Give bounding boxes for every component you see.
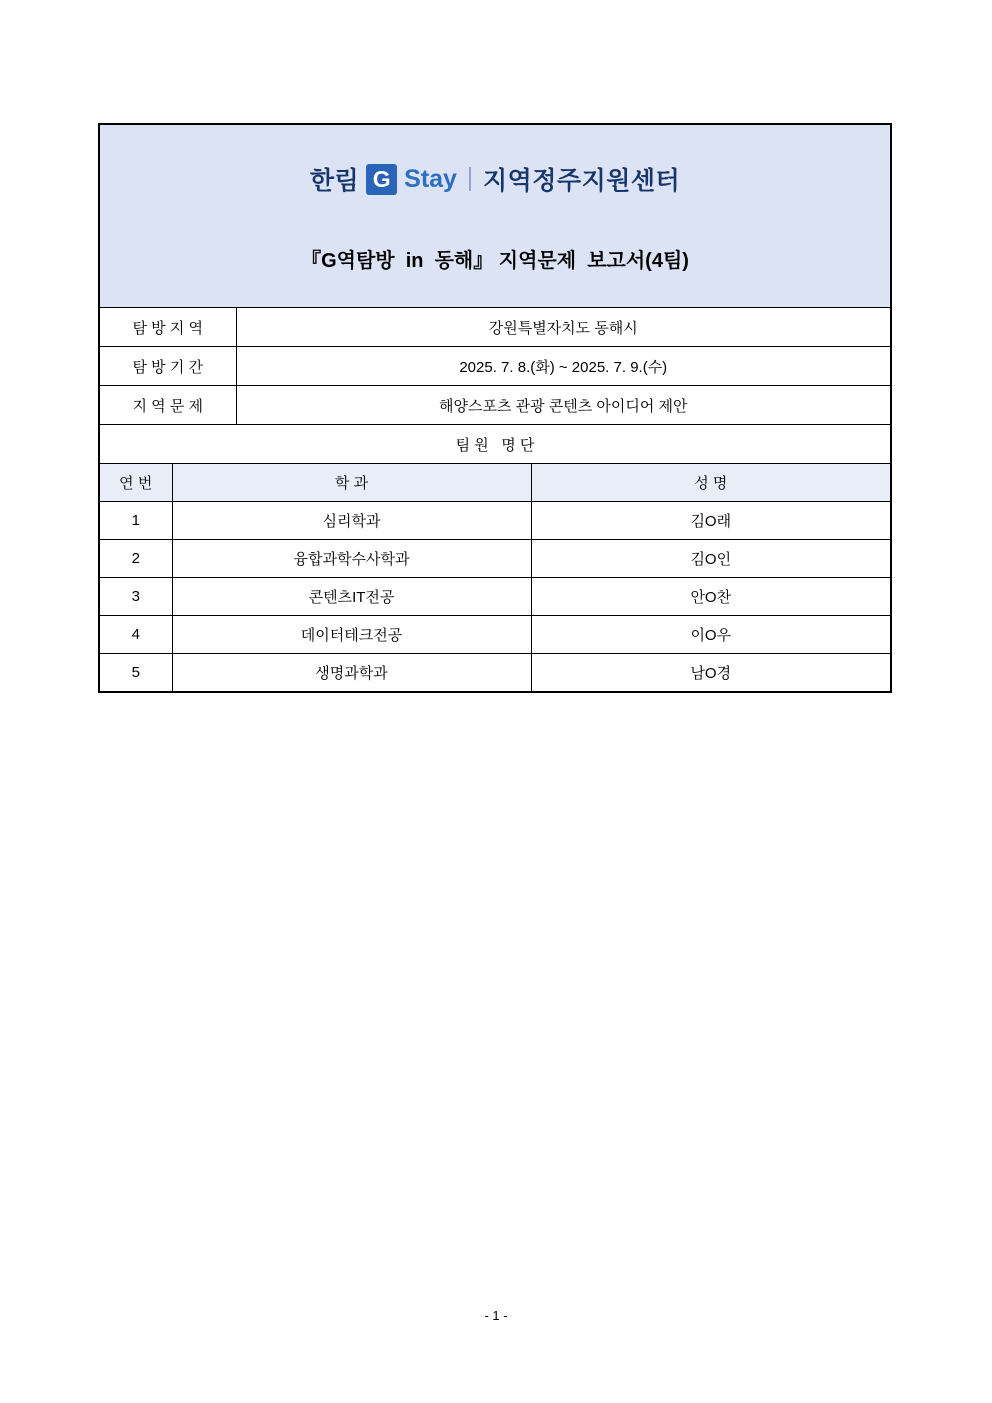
info-label-problem: 지 역 문 제 <box>99 386 236 425</box>
banner-row <box>99 124 891 308</box>
team-roster-section-row <box>99 425 891 464</box>
member-name: 안O찬 <box>531 578 891 616</box>
member-name: 김O인 <box>531 540 891 578</box>
info-row-region <box>99 308 891 347</box>
team-roster-section-title: 팀 원 명 단 <box>99 425 891 464</box>
table-row <box>99 540 891 578</box>
logo-g-icon <box>366 164 397 195</box>
page-number: - 1 - <box>484 1308 508 1323</box>
logo-hanlim-text: 한림 <box>309 167 360 195</box>
column-header-name: 성 명 <box>531 464 891 502</box>
member-name: 이O우 <box>531 616 891 654</box>
logo-center-name: 지역정주지원센터 <box>482 167 681 195</box>
member-dept: 생명과학과 <box>172 654 531 692</box>
info-row-problem <box>99 386 891 425</box>
member-dept: 심리학과 <box>172 502 531 540</box>
member-no: 3 <box>99 578 172 616</box>
info-value-problem: 해양스포츠 관광 콘텐츠 아이디어 제안 <box>236 386 891 425</box>
logo-g-letter: G <box>372 165 391 192</box>
center-logo <box>100 161 890 197</box>
member-no: 4 <box>99 616 172 654</box>
roster-header-row <box>99 464 891 502</box>
info-value-region: 강원특별자치도 동해시 <box>236 308 891 347</box>
member-dept: 데이터테크전공 <box>172 616 531 654</box>
member-no: 2 <box>99 540 172 578</box>
table-row <box>99 578 891 616</box>
member-dept: 융합과학수사학과 <box>172 540 531 578</box>
member-dept: 콘텐츠IT전공 <box>172 578 531 616</box>
table-row <box>99 502 891 540</box>
member-no: 1 <box>99 502 172 540</box>
info-label-region: 탐 방 지 역 <box>99 308 236 347</box>
table-row <box>99 616 891 654</box>
column-header-no: 연 번 <box>99 464 172 502</box>
banner-cell <box>99 124 891 308</box>
document-title: 『G역탐방 in 동해』 지역문제 보고서(4팀) <box>301 250 689 272</box>
member-name: 김O래 <box>531 502 891 540</box>
info-value-period: 2025. 7. 8.(화) ~ 2025. 7. 9.(수) <box>236 347 891 386</box>
member-name: 남O경 <box>531 654 891 692</box>
info-label-period: 탐 방 기 간 <box>99 347 236 386</box>
column-header-dept: 학 과 <box>172 464 531 502</box>
table-row <box>99 654 891 692</box>
member-no: 5 <box>99 654 172 692</box>
logo-divider-bar <box>469 167 471 191</box>
report-table <box>98 123 892 693</box>
logo-stay-text: Stay <box>404 164 457 193</box>
info-row-period <box>99 347 891 386</box>
